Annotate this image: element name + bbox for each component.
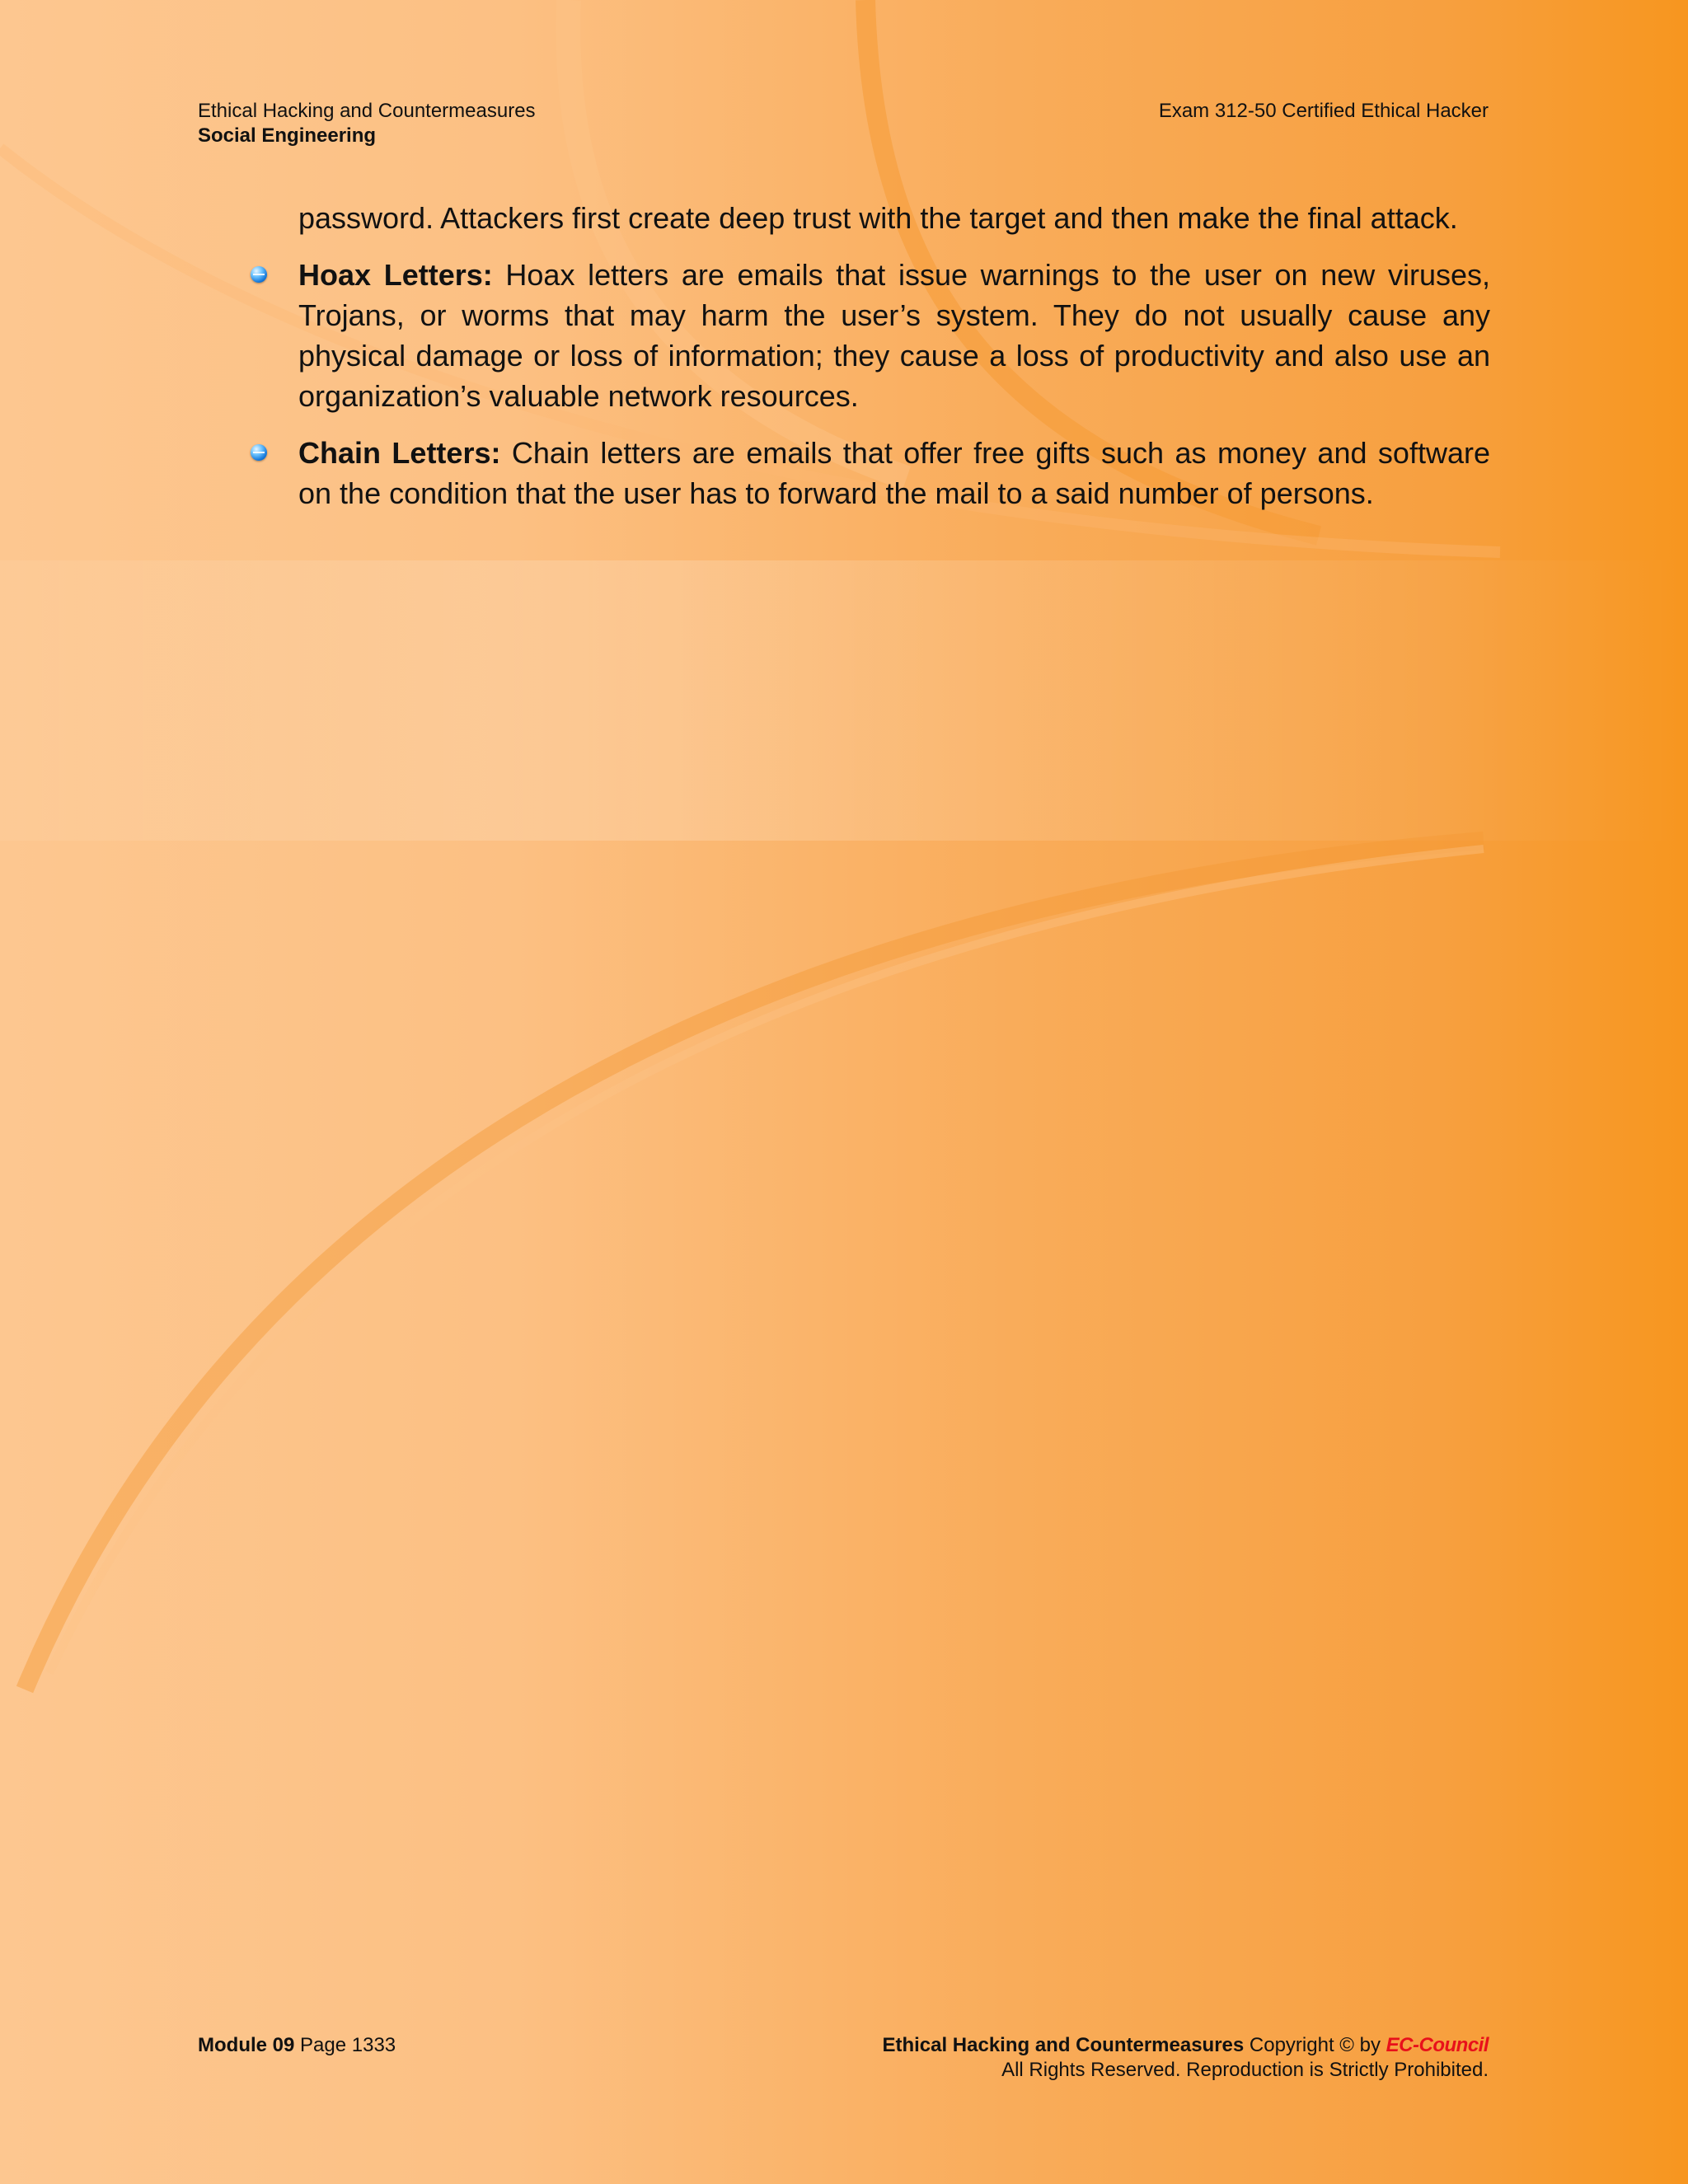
copyright-line	[882, 2033, 1489, 2058]
exam-title: Exam 312-50 Certified Ethical Hacker	[1158, 100, 1489, 122]
book-title: Ethical Hacking and Countermeasures	[882, 2034, 1245, 2056]
bullet-text: Hoax letters are emails that issue warnings to the user on new viruses, Trojans, or worms that may harm the user’s system. They do not usually cause any physical damage or loss of information; they cause a loss of productivity and also use an organization’s valuable network resources.	[298, 258, 1490, 413]
module-subject: Social Engineering	[198, 124, 377, 147]
page-label: Page 1333	[300, 2034, 396, 2056]
ec-council-logo: EC-Council	[1386, 2034, 1489, 2056]
rights-text: All Rights Reserved. Reproduction is Strictly Prohibited.	[1001, 2059, 1489, 2081]
running-header-left	[198, 99, 536, 148]
copyright-text: Copyright © by	[1249, 2034, 1381, 2056]
page-number	[198, 2033, 396, 2058]
bullet-text: Chain letters are emails that offer free gifts such as money and software on the condition that the user has to forward the mail to a said number of persons.	[298, 436, 1490, 510]
module-label: Module 09	[198, 2034, 295, 2056]
blue-bullet-icon	[251, 444, 267, 461]
bullet-chain-letters	[298, 433, 1490, 513]
bullet-hoax-letters	[298, 255, 1490, 416]
page-body	[298, 198, 1490, 530]
blue-bullet-icon	[251, 266, 267, 283]
bullet-term: Chain Letters:	[298, 436, 501, 470]
copyright-block	[882, 2033, 1489, 2083]
continuation-paragraph: password. Attackers first create deep trust with the target and then make the final attack.	[298, 201, 1458, 235]
bullet-term: Hoax Letters:	[298, 258, 493, 292]
course-title: Ethical Hacking and Countermeasures	[198, 100, 536, 122]
